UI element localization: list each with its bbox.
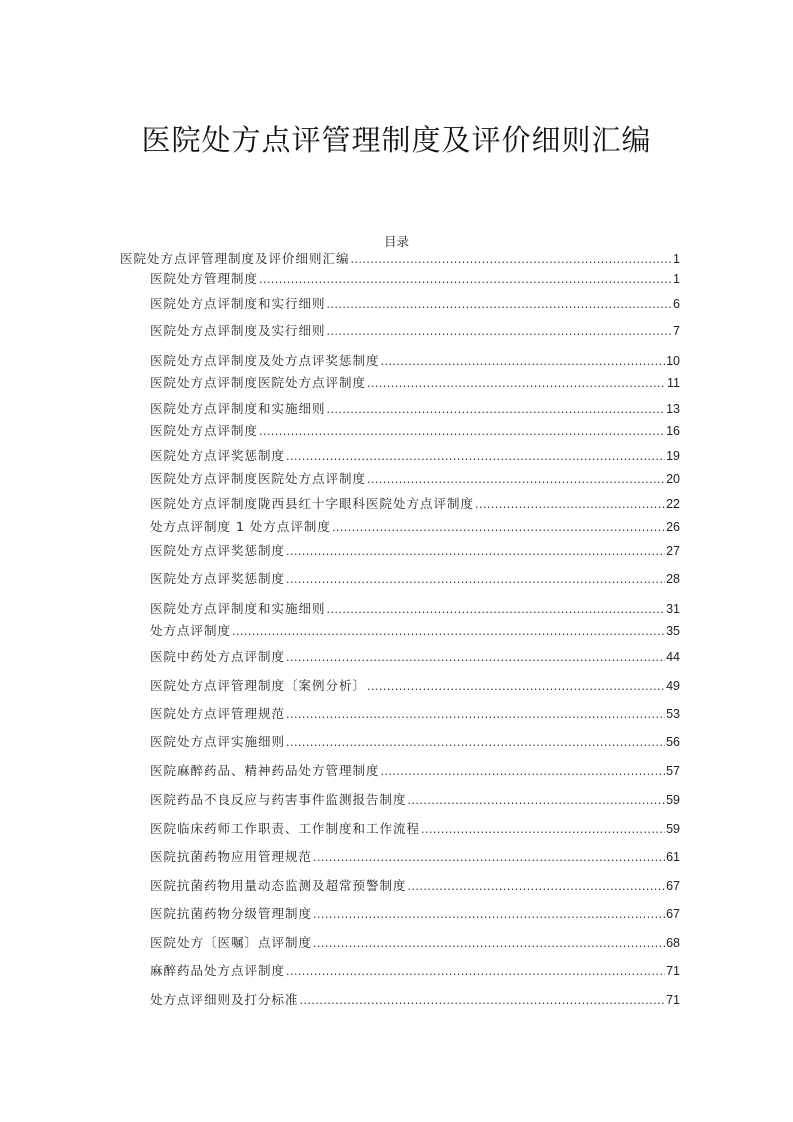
toc-leader-dots	[286, 705, 665, 723]
toc-entry[interactable]	[150, 648, 680, 666]
toc-entry-label: 医院抗菌药物分级管理制度	[150, 906, 313, 921]
toc-page-number: 7	[673, 324, 680, 338]
toc-entry-label: 处方点评制度	[150, 623, 232, 638]
toc-page-number: 59	[666, 822, 680, 836]
toc-page-number: 61	[666, 850, 680, 864]
toc-page-number: 59	[666, 793, 680, 807]
toc-leader-dots	[300, 991, 666, 1009]
toc-page-number: 28	[666, 572, 680, 586]
toc-page-number: 16	[666, 424, 680, 438]
toc-entry-label: 医院处方点评制度及实行细则	[150, 323, 326, 338]
toc-page-number: 6	[673, 297, 680, 311]
toc-leader-dots	[408, 877, 666, 895]
toc-entry-label: 麻醉药品处方点评制度	[150, 963, 286, 978]
toc-entry-label: 医院处方点评制度	[150, 423, 259, 438]
toc-page-number: 68	[666, 936, 680, 950]
toc-page-number: 53	[666, 707, 680, 721]
toc-entry-label: 医院处方点评制度和实施细则	[150, 401, 326, 416]
toc-page-number: 19	[666, 449, 680, 463]
toc-entry-label: 医院处方点评奖惩制度	[150, 448, 286, 463]
toc-entry[interactable]	[150, 705, 680, 723]
toc-entry[interactable]	[150, 352, 680, 370]
toc-leader-dots	[259, 422, 665, 440]
toc-entry-label: 医院处方点评制度陇西县红十字眼科医院处方点评制度	[150, 496, 475, 511]
toc-leader-dots	[332, 518, 665, 536]
toc-leader-dots	[286, 962, 665, 980]
toc-page-number: 1	[673, 272, 680, 286]
toc-page-number: 22	[666, 497, 680, 511]
toc-entry[interactable]	[150, 600, 680, 618]
toc-entry[interactable]	[150, 677, 680, 695]
toc-leader-dots	[367, 374, 666, 392]
toc-entry-label: 医院临床药师工作职责、工作制度和工作流程	[150, 821, 421, 836]
toc-entry[interactable]	[150, 495, 680, 513]
toc-entry-label: 医院处方点评管理规范	[150, 706, 286, 721]
toc-page-number: 1	[673, 252, 680, 266]
toc-leader-dots	[313, 905, 665, 923]
toc-entry[interactable]	[150, 322, 680, 340]
toc-page-number: 49	[666, 679, 680, 693]
toc-entry[interactable]	[150, 270, 680, 288]
toc-leader-dots	[286, 542, 665, 560]
toc-page-number: 44	[666, 650, 680, 664]
toc-entry-label: 医院处方点评制度和实施细则	[150, 601, 326, 616]
toc-entry-label: 医院处方点评管理制度及评价细则汇编	[120, 251, 350, 266]
toc-entry[interactable]	[150, 762, 680, 780]
toc-heading: 目录	[383, 234, 409, 249]
toc-page-number: 13	[666, 402, 680, 416]
toc-entry-label: 医院处方点评制度和实行细则	[150, 296, 326, 311]
toc-leader-dots	[327, 295, 673, 313]
toc-page-number: 35	[666, 624, 680, 638]
toc-entry[interactable]	[150, 295, 680, 313]
toc-entry[interactable]	[150, 820, 680, 838]
toc-leader-dots	[408, 791, 666, 809]
toc-leader-dots	[351, 250, 673, 268]
toc-leader-dots	[259, 270, 672, 288]
toc-entry-label: 医院处方点评奖惩制度	[150, 571, 286, 586]
toc-page-number: 71	[666, 993, 680, 1007]
toc-entry[interactable]	[150, 905, 680, 923]
toc-entry[interactable]	[150, 733, 680, 751]
toc-entry-label: 医院处方点评制度医院处方点评制度	[150, 375, 367, 390]
toc-entry-label: 医院抗菌药物应用管理规范	[150, 849, 313, 864]
toc-entry-label: 医院处方点评管理制度〔案例分析〕	[150, 678, 367, 693]
toc-entry[interactable]	[150, 622, 680, 640]
toc-page-number: 71	[666, 964, 680, 978]
toc-leader-dots	[367, 470, 665, 488]
toc-leader-dots	[421, 820, 665, 838]
toc-entry[interactable]	[150, 470, 680, 488]
toc-entry-label: 医院抗菌药物用量动态监测及超常预警制度	[150, 878, 407, 893]
toc-leader-dots	[327, 400, 666, 418]
toc-entry-label: 医院处方管理制度	[150, 271, 259, 286]
toc-entry[interactable]	[150, 934, 680, 952]
toc-leader-dots	[327, 322, 673, 340]
toc-entry[interactable]	[150, 962, 680, 980]
toc-leader-dots	[475, 495, 665, 513]
toc-entry-label: 处方点评制度 1 处方点评制度	[150, 519, 331, 534]
toc-page-number: 57	[666, 764, 680, 778]
toc-leader-dots	[232, 622, 665, 640]
toc-entry[interactable]	[150, 542, 680, 560]
toc-entry[interactable]	[150, 991, 680, 1009]
toc-leader-dots	[286, 648, 665, 666]
toc-leader-dots	[286, 570, 665, 588]
toc-entry[interactable]	[150, 848, 680, 866]
toc-page-number: 67	[666, 907, 680, 921]
toc-leader-dots	[286, 733, 665, 751]
toc-leader-dots	[313, 934, 665, 952]
toc-entry[interactable]	[150, 518, 680, 536]
toc-entry[interactable]	[150, 447, 680, 465]
toc-leader-dots	[327, 600, 666, 618]
toc-entry[interactable]	[150, 570, 680, 588]
toc-page-number: 27	[666, 544, 680, 558]
toc-entry[interactable]	[150, 400, 680, 418]
toc-entry-label: 处方点评细则及打分标准	[150, 992, 299, 1007]
toc-leader-dots	[313, 848, 665, 866]
toc-page-number: 10	[666, 354, 680, 368]
toc-page-number: 26	[666, 520, 680, 534]
toc-entry-label: 医院药品不良反应与药害事件监测报告制度	[150, 792, 407, 807]
toc-leader-dots	[381, 352, 666, 370]
toc-entry-label: 医院处方点评实施细则	[150, 734, 286, 749]
toc-page-number: 20	[666, 472, 680, 486]
toc-entry[interactable]	[120, 250, 680, 268]
toc-entry-label: 医院处方点评制度及处方点评奖惩制度	[150, 353, 380, 368]
toc-entry-label: 医院处方点评制度医院处方点评制度	[150, 471, 367, 486]
document-title: 医院处方点评管理制度及评价细则汇编	[141, 123, 652, 157]
toc-page-number: 56	[666, 735, 680, 749]
toc-leader-dots	[381, 762, 666, 780]
toc-entry[interactable]	[150, 877, 680, 895]
toc-entry[interactable]	[150, 374, 680, 392]
toc-page-number: 11	[667, 376, 680, 390]
toc-entry-label: 医院中药处方点评制度	[150, 649, 286, 664]
toc-entry-label: 医院处方点评奖惩制度	[150, 543, 286, 558]
toc-page-number: 67	[666, 879, 680, 893]
toc-entry-label: 医院麻醉药品、精神药品处方管理制度	[150, 763, 380, 778]
toc-entry[interactable]	[150, 791, 680, 809]
toc-page-number: 31	[666, 602, 680, 616]
toc-leader-dots	[367, 677, 665, 695]
toc-entry[interactable]	[150, 422, 680, 440]
toc-entry-label: 医院处方〔医嘱〕点评制度	[150, 935, 313, 950]
toc-leader-dots	[286, 447, 665, 465]
